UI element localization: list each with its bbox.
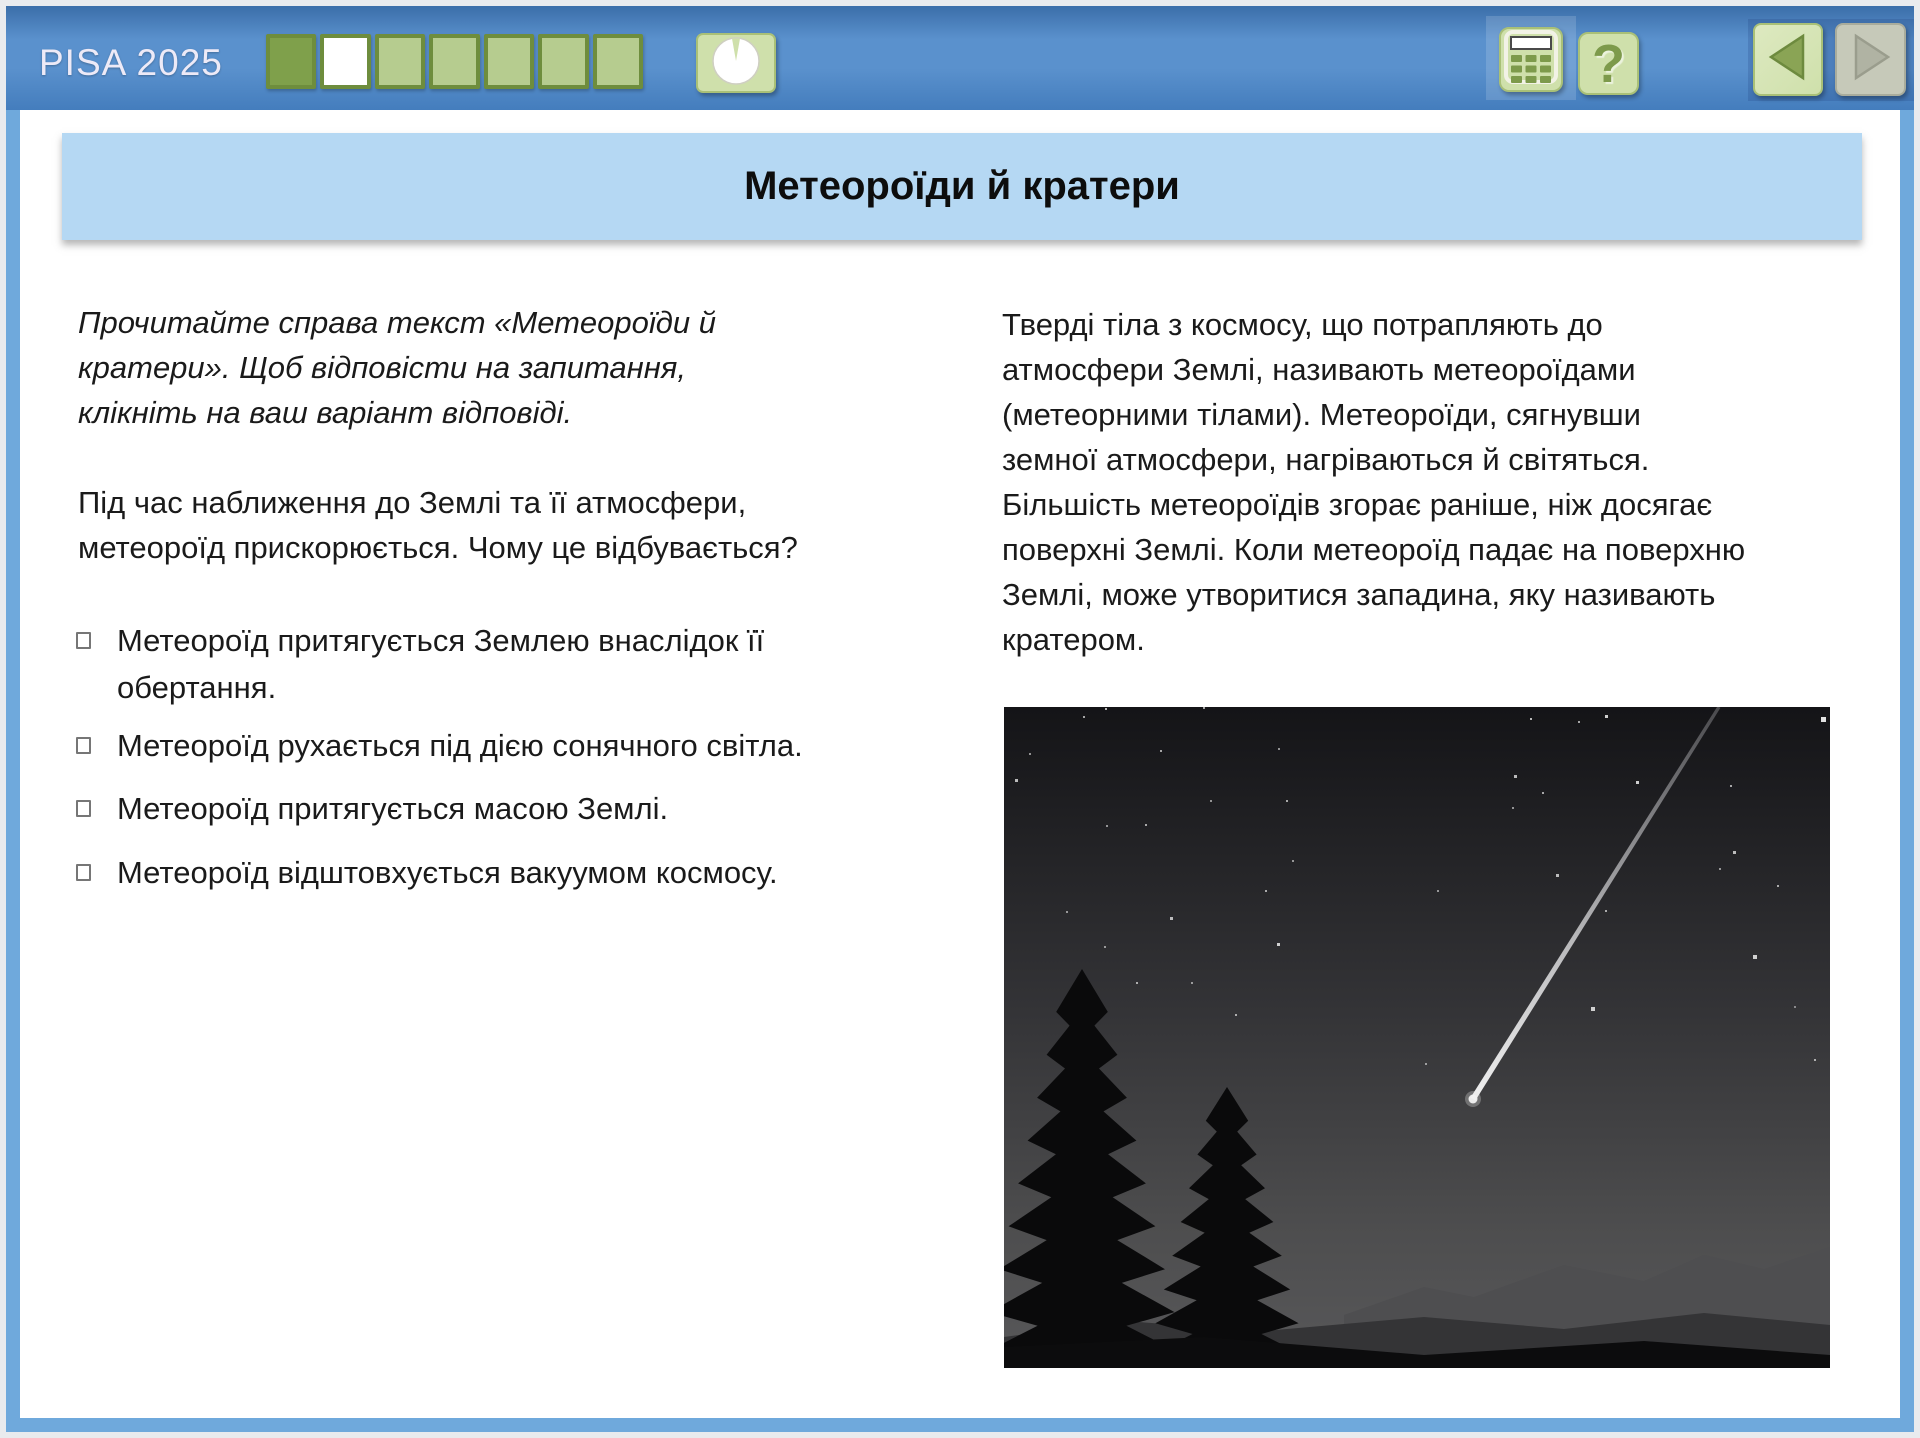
option-3-checkbox[interactable] [76, 800, 91, 817]
progress-cell-3-todo [375, 34, 425, 89]
answer-option-3[interactable] [76, 785, 668, 832]
calculator-icon [1503, 29, 1559, 90]
passage-line: Тверді тіла з космосу, що потрапляють до [1002, 307, 1603, 342]
unit-title: Метеороїди й кратери [744, 164, 1180, 208]
timer-button[interactable] [696, 33, 776, 93]
instruction-text [78, 300, 716, 435]
option-4-checkbox[interactable] [76, 864, 91, 881]
header-bar [6, 6, 1914, 110]
passage-line: (метеорними тілами). Метеороїди, сягнувши [1002, 397, 1641, 432]
progress-cell-2-current [320, 34, 370, 89]
passage-line: поверхні Землі. Коли метеороїд падає на поверхню [1002, 532, 1746, 567]
progress-cell-5-todo [484, 34, 534, 89]
option-1-checkbox[interactable] [76, 632, 91, 649]
answer-option-1[interactable] [76, 617, 764, 711]
instruction-line: кратери». Щоб відповісти на запитання, [78, 350, 686, 385]
option-line: Метеороїд відштовхується вакуумом космосу. [117, 855, 778, 890]
progress-cell-1-done [266, 34, 316, 89]
instruction-line: клікніть на ваш варіант відповіді. [78, 395, 573, 430]
calculator-button[interactable] [1499, 27, 1563, 92]
instruction-line: Прочитайте справа текст «Метеороїди й [78, 305, 717, 340]
night-sky-image [1004, 707, 1830, 1368]
forward-arrow-icon [1844, 28, 1898, 91]
progress-bar [266, 34, 643, 89]
back-arrow-icon [1761, 28, 1815, 91]
option-line: Метеороїд притягується Землею внаслідок її [117, 623, 765, 658]
passage-line: Більшість метеороїдів згорає раніше, ніж досягає [1002, 487, 1713, 522]
unit-title-band [62, 133, 1862, 240]
help-icon: ? [1592, 33, 1625, 94]
passage-line: земної атмосфери, нагріваються й світяться. [1002, 442, 1650, 477]
progress-cell-4-todo [429, 34, 479, 89]
forward-button[interactable] [1835, 23, 1906, 96]
option-line: Метеороїд рухається під дією сонячного світла. [117, 728, 803, 763]
question-line: Під час наближення до Землі та її атмосфери, [78, 485, 747, 520]
timer-icon [706, 35, 766, 92]
progress-cell-6-todo [538, 34, 588, 89]
app-title: PISA 2025 [39, 42, 223, 83]
progress-cell-7-todo [593, 34, 643, 89]
question-line: метеороїд прискорюється. Чому це відбувається? [78, 530, 798, 565]
option-line: Метеороїд притягується масою Землі. [117, 791, 669, 826]
option-2-checkbox[interactable] [76, 737, 91, 754]
answer-option-2[interactable] [76, 722, 803, 769]
help-button[interactable] [1578, 32, 1639, 95]
stimulus-passage [1002, 302, 1745, 662]
answer-option-4[interactable] [76, 849, 778, 896]
passage-line: атмосфери Землі, називають метеороїдами [1002, 352, 1636, 387]
question-text [78, 480, 798, 570]
option-line: обертання. [117, 670, 277, 705]
back-button[interactable] [1753, 23, 1823, 96]
passage-line: Землі, може утворитися западина, яку називають [1002, 577, 1716, 612]
passage-line: кратером. [1002, 622, 1145, 657]
